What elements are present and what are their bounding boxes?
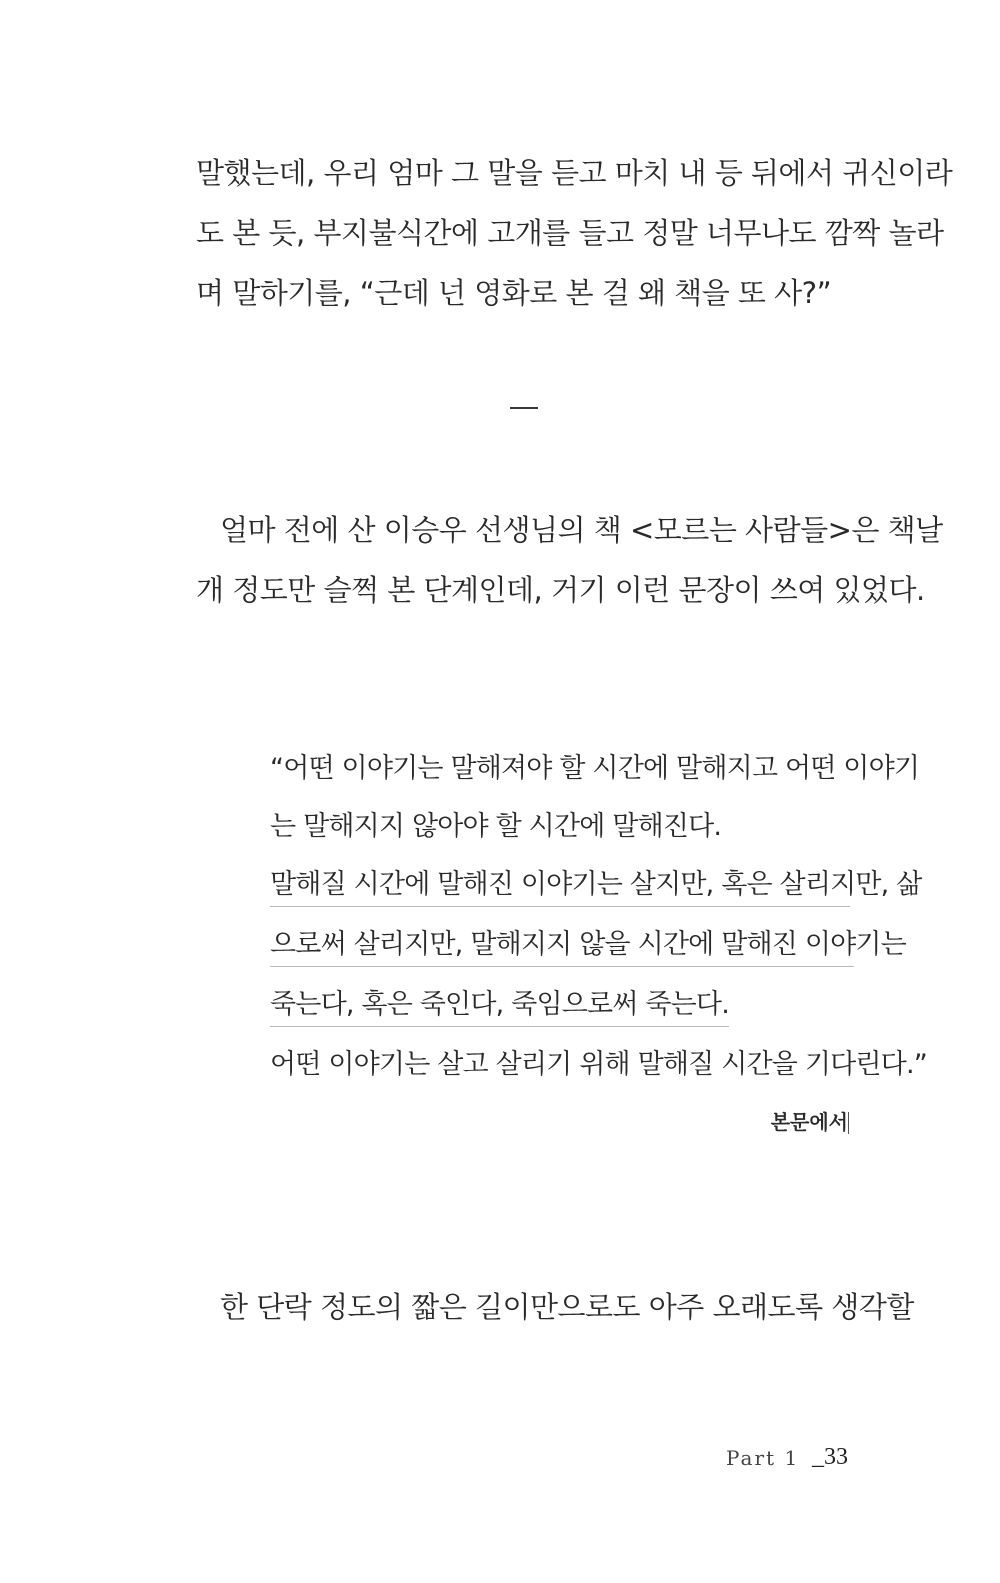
paragraph-1-line-2: 도 본 듯, 부지불식간에 고개를 들고 정말 너무나도 깜짝 놀라 (196, 216, 944, 250)
quote-line-2: 는 말해지지 않아야 할 시간에 말해진다. (270, 811, 722, 842)
paragraph-2-line-1: 얼마 전에 산 이승우 선생님의 책 <모르는 사람들>은 책날 (220, 513, 943, 547)
page-number: _33 (812, 1444, 848, 1470)
source-marker (848, 1112, 849, 1134)
footer-part-label: Part 1 (726, 1446, 800, 1470)
quote-line-3: 말해질 시간에 말해진 이야기는 살지만, 혹은 살리지만, 삶 (270, 866, 850, 907)
quote-line-4: 으로써 살리지만, 말해지지 않을 시간에 말해진 이야기는 (270, 926, 854, 967)
quote-line-1: “어떤 이야기는 말해져야 할 시간에 말해지고 어떤 이야기 (270, 753, 920, 784)
paragraph-1-line-1: 말했는데, 우리 엄마 그 말을 듣고 마치 내 등 뒤에서 귀신이라 (196, 156, 953, 190)
paragraph-1-line-3: 며 말하기를, “근데 넌 영화로 본 걸 왜 책을 또 사?” (196, 276, 832, 310)
section-divider (510, 407, 538, 409)
paragraph-2-line-2: 개 정도만 슬쩍 본 단계인데, 거기 이런 문장이 쓰여 있었다. (196, 573, 925, 607)
quote-line-5: 죽는다, 혹은 죽인다, 죽임으로써 죽는다. (270, 986, 729, 1027)
quote-source: 본문에서 (770, 1110, 848, 1134)
paragraph-3-line-1: 한 단락 정도의 짧은 길이만으로도 아주 오래도록 생각할 (220, 1290, 914, 1324)
quote-line-6: 어떤 이야기는 살고 살리기 위해 말해질 시간을 기다린다.” (270, 1049, 927, 1080)
